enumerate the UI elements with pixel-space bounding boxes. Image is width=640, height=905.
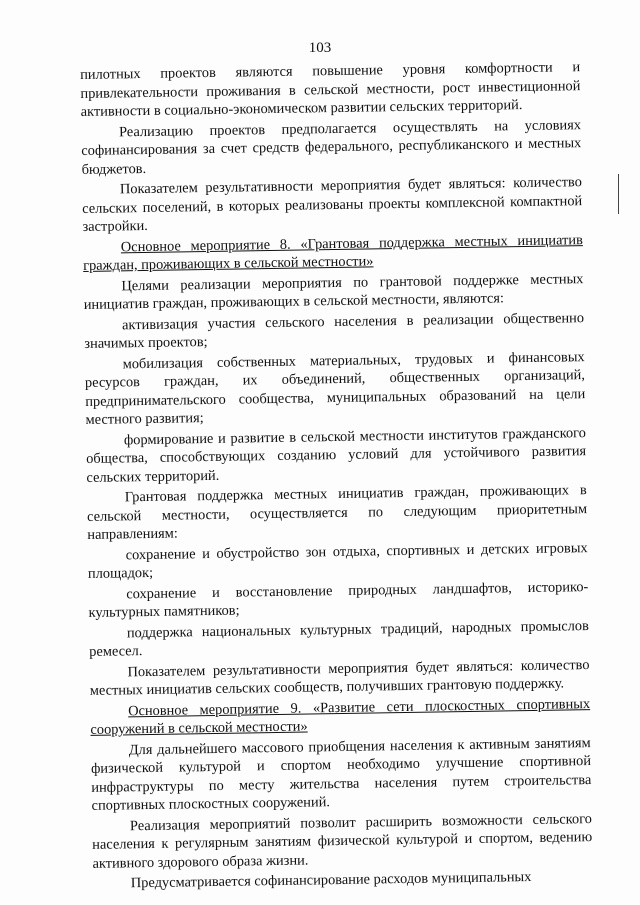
paragraph-7: мобилизация собственных материальных, трудовых и финансовых ресурсов граждан, их объединений, общественных организаций, предпринимательского сообщества, муниципальных образований на цели местного развития; [84, 348, 586, 428]
document-body [80, 58, 593, 893]
section-heading-8: Основное мероприятие 8. «Грантовая поддержка местных инициатив граждан, проживающих в сельской местности» [83, 231, 583, 274]
paragraph-3: Показателем результативности мероприятия будет являться: количество сельских поселений, в которых реализованы проекты комплексной компактной застройки. [82, 174, 583, 235]
paragraph-17: Предусматривается софинансирование расходов муниципальных [130, 869, 532, 892]
paragraph-1: пилотных проектов являются повышение уровня комфортности и привлекательности проживания в сельской местности, рост инвестиционной активности в социально-экономическом развитии сельских территорий. [80, 59, 581, 120]
paragraph-13: Показателем результативности мероприятия будет являться: количество местных инициатив сельских сообществ, получивших грантовую поддержку. [89, 656, 590, 699]
paragraph-10: сохранение и обустройство зон отдыха, спортивных и детских игровых площадок; [87, 539, 588, 582]
paragraph-12: поддержка национальных культурных традиций, народных промыслов ремесел. [89, 617, 589, 660]
margin-mark [618, 174, 619, 214]
paragraph-9: Грантовая поддержка местных инициатив граждан, проживающих в сельской местности, осуществляется по следующим приоритетным направлениям: [86, 482, 588, 543]
paragraph-16: Реализация мероприятий позволит расширить возможности сельского населения к регулярным занятиям физической культурой и спортом, ведению активного здорового образа жизни. [92, 810, 593, 872]
paragraph-6: активизация участия сельского населения в реализации общественно значимых проектов; [84, 309, 585, 352]
paragraph-8: формирование и развитие в сельской местности институтов гражданского общества, способствующих созданию условий для устойчивого развития сельских территорий. [86, 424, 587, 486]
paragraph-5: Целями реализации мероприятия по грантовой поддержке местных инициатив граждан, проживающих в сельской местности, являются: [83, 270, 584, 313]
page-number: 103 [308, 40, 332, 56]
paragraph-2: Реализацию проектов предполагается осуществлять на условиях софинансирования за счет средств федерального, республиканского и местных бюджетов. [81, 116, 582, 178]
paragraph-15: Для дальнейшего массового приобщения населения к активным занятиям физической культурой и спортом необходимо улучшение спортивной инфраструктуры по месту жительства населения путем строительства спортивных плоскостных сооружений. [90, 734, 592, 814]
section-heading-9: Основное мероприятие 9. «Развитие сети плоскостных спортивных сооружений в сельской местности» [90, 695, 591, 738]
paragraph-11: сохранение и восстановление природных ландшафтов, историко-культурных памятников; [88, 578, 589, 621]
